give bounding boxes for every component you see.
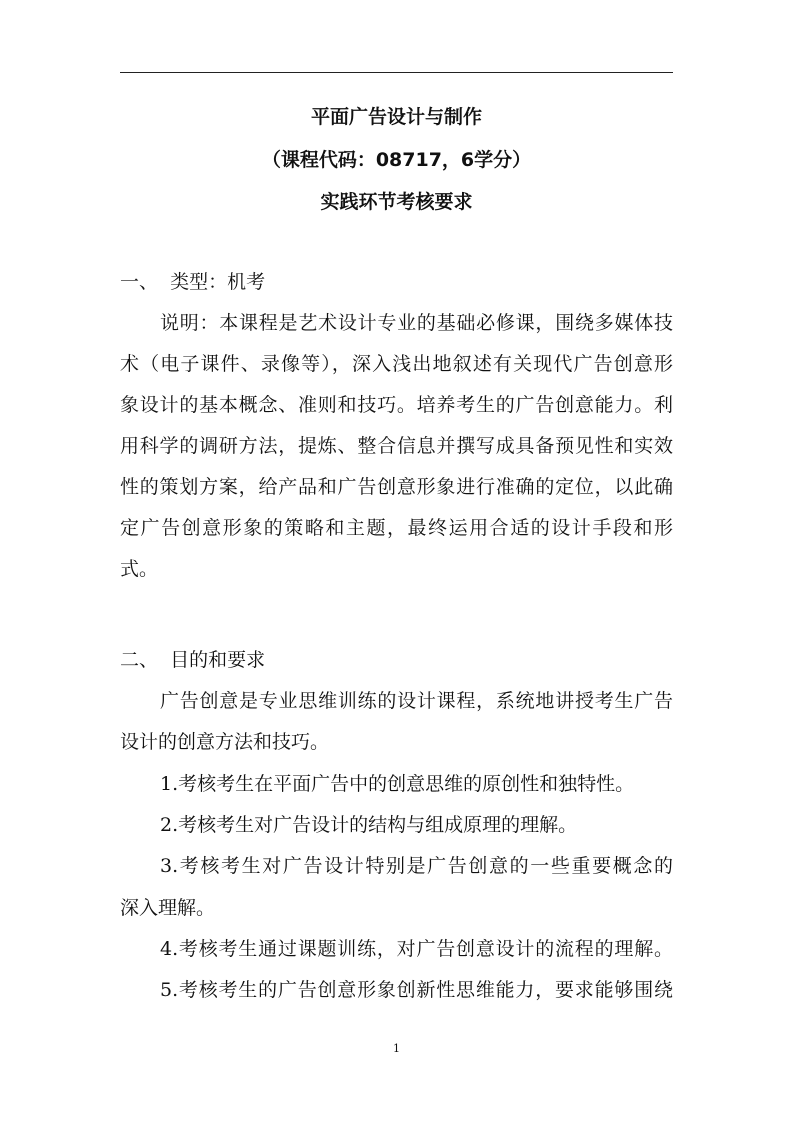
section-1-heading: 一、 类型：机考 xyxy=(120,271,266,293)
list-item: 2.考核考生对广告设计的结构与组成原理的理解。 xyxy=(160,814,578,836)
paragraph-line: 设计的创意方法和技巧。 xyxy=(120,731,330,753)
paragraph-line: 性的策划方案，给产品和广告创意形象进行准确的定位，以此确 xyxy=(120,476,673,498)
list-item: 3.考核考生对广告设计特别是广告创意的一些重要概念的 xyxy=(160,855,673,877)
section-heading: 实践环节考核要求 xyxy=(320,191,473,213)
paragraph-line: 式。 xyxy=(120,558,159,580)
list-item: 4.考核考生通过课题训练，对广告创意设计的流程的理解。 xyxy=(160,938,673,960)
paragraph-line: 说明：本课程是艺术设计专业的基础必修课，围绕多媒体技 xyxy=(160,312,673,334)
list-item: 1.考核考生在平面广告中的创意思维的原创性和独特性。 xyxy=(160,773,635,795)
header-rule xyxy=(120,72,673,73)
paragraph-line: 象设计的基本概念、准则和技巧。培养考生的广告创意能力。利 xyxy=(120,394,673,416)
page-number: 1 xyxy=(393,1042,400,1055)
document-title: 平面广告设计与制作 xyxy=(310,106,482,128)
section-2-heading: 二、 目的和要求 xyxy=(120,649,266,671)
paragraph-line: 定广告创意形象的策略和主题，最终运用合适的设计手段和形 xyxy=(120,517,673,539)
course-code-subtitle: （课程代码：08717，6学分） xyxy=(261,149,532,171)
list-item-continued: 深入理解。 xyxy=(120,897,216,919)
paragraph-line: 用科学的调研方法，提炼、整合信息并撰写成具备预见性和实效 xyxy=(120,435,673,457)
paragraph-line: 广告创意是专业思维训练的设计课程，系统地讲授考生广告 xyxy=(160,690,673,712)
list-item: 5.考核考生的广告创意形象创新性思维能力，要求能够围绕 xyxy=(160,979,673,1001)
paragraph-line: 术（电子课件、录像等），深入浅出地叙述有关现代广告创意形 xyxy=(120,353,673,375)
